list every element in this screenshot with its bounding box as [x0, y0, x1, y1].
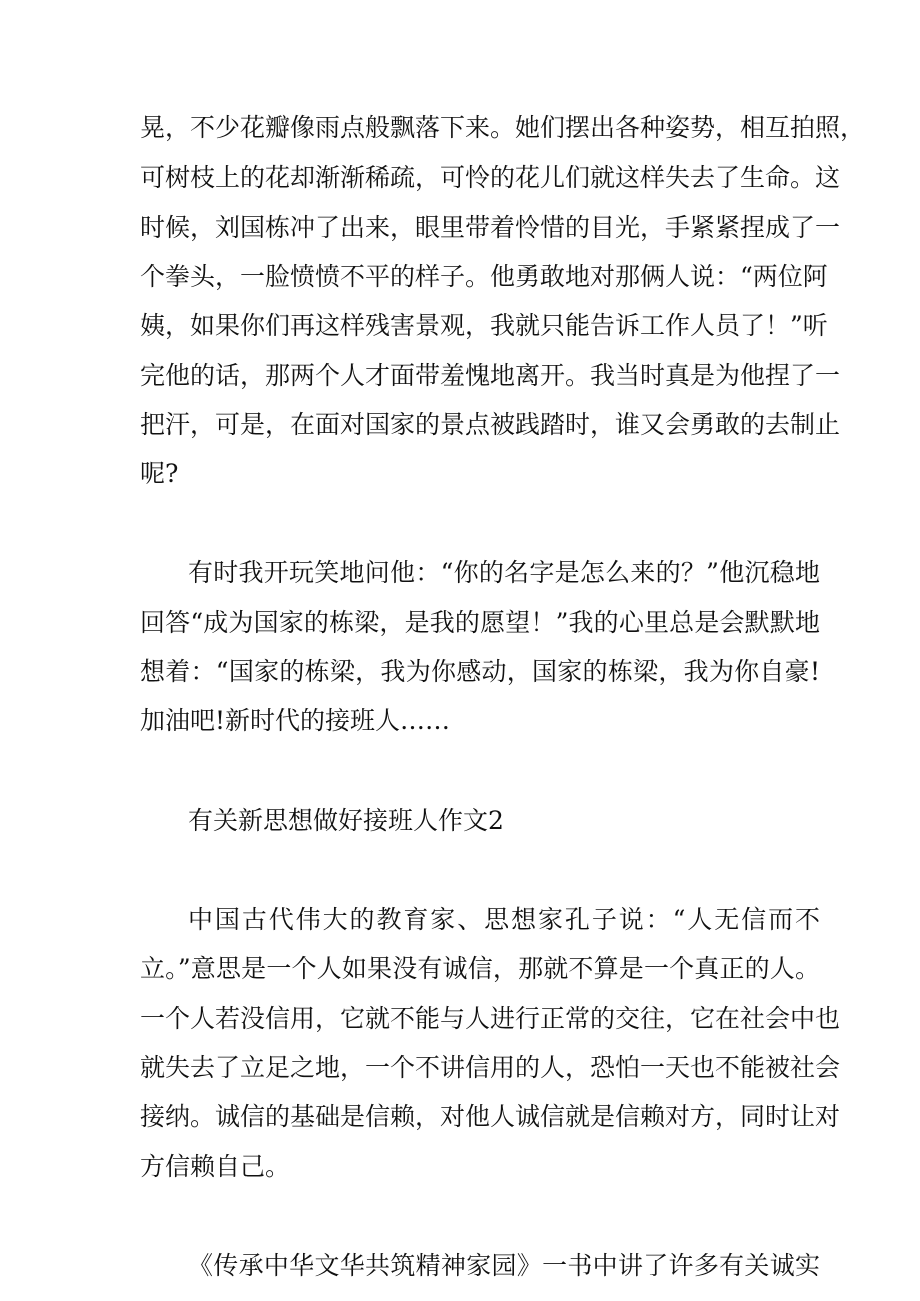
text-line: 《传承中华文华共筑精神家园》一书中讲了许多有关诚实	[188, 1251, 820, 1280]
text-line: 姨，如果你们再这样残害景观，我就只能告诉工作人员了！”听	[140, 311, 828, 340]
text-line: 个拳头，一脸愤愤不平的样子。他勇敢地对那俩人说：“两位阿	[140, 262, 828, 291]
text-line: 加油吧!新时代的接班人……	[140, 706, 451, 735]
text-line: 时候，刘国栋冲了出来，眼里带着怜惜的目光，手紧紧捏成了一	[140, 213, 841, 242]
section-heading: 有关新思想做好接班人作文2	[188, 806, 504, 835]
text-line: 完他的话，那两个人才面带羞愧地离开。我当时真是为他捏了一	[140, 361, 841, 390]
text-line: 一个人若没信用，它就不能与人进行正常的交往，它在社会中也	[140, 1004, 841, 1033]
text-line: 立。”意思是一个人如果没有诚信，那就不算是一个真正的人。	[140, 954, 820, 983]
text-line: 呢?	[140, 459, 179, 488]
text-line: 就失去了立足之地，一个不讲信用的人，恐怕一天也不能被社会	[140, 1053, 841, 1082]
text-line: 晃，不少花瓣像雨点般飘落下来。她们摆出各种姿势，相互拍照，	[140, 113, 866, 142]
text-line: 有时我开玩笑地问他：“你的名字是怎么来的？”他沉稳地	[188, 558, 820, 587]
text-line: 方信赖自己。	[140, 1152, 291, 1181]
text-line: 想着：“国家的栋梁，我为你感动，国家的栋梁，我为你自豪!	[140, 657, 820, 686]
text-line: 把汗，可是，在面对国家的景点被践踏时，谁又会勇敢的去制止	[140, 410, 841, 439]
text-line: 中国古代伟大的教育家、思想家孔子说：“人无信而不	[188, 905, 820, 934]
text-line: 回答“成为国家的栋梁，是我的愿望！”我的心里总是会默默地	[140, 608, 820, 637]
text-line: 可树枝上的花却渐渐稀疏，可怜的花儿们就这样失去了生命。这	[140, 163, 841, 192]
text-line: 接纳。诚信的基础是信赖，对他人诚信就是信赖对方，同时让对	[140, 1102, 841, 1131]
